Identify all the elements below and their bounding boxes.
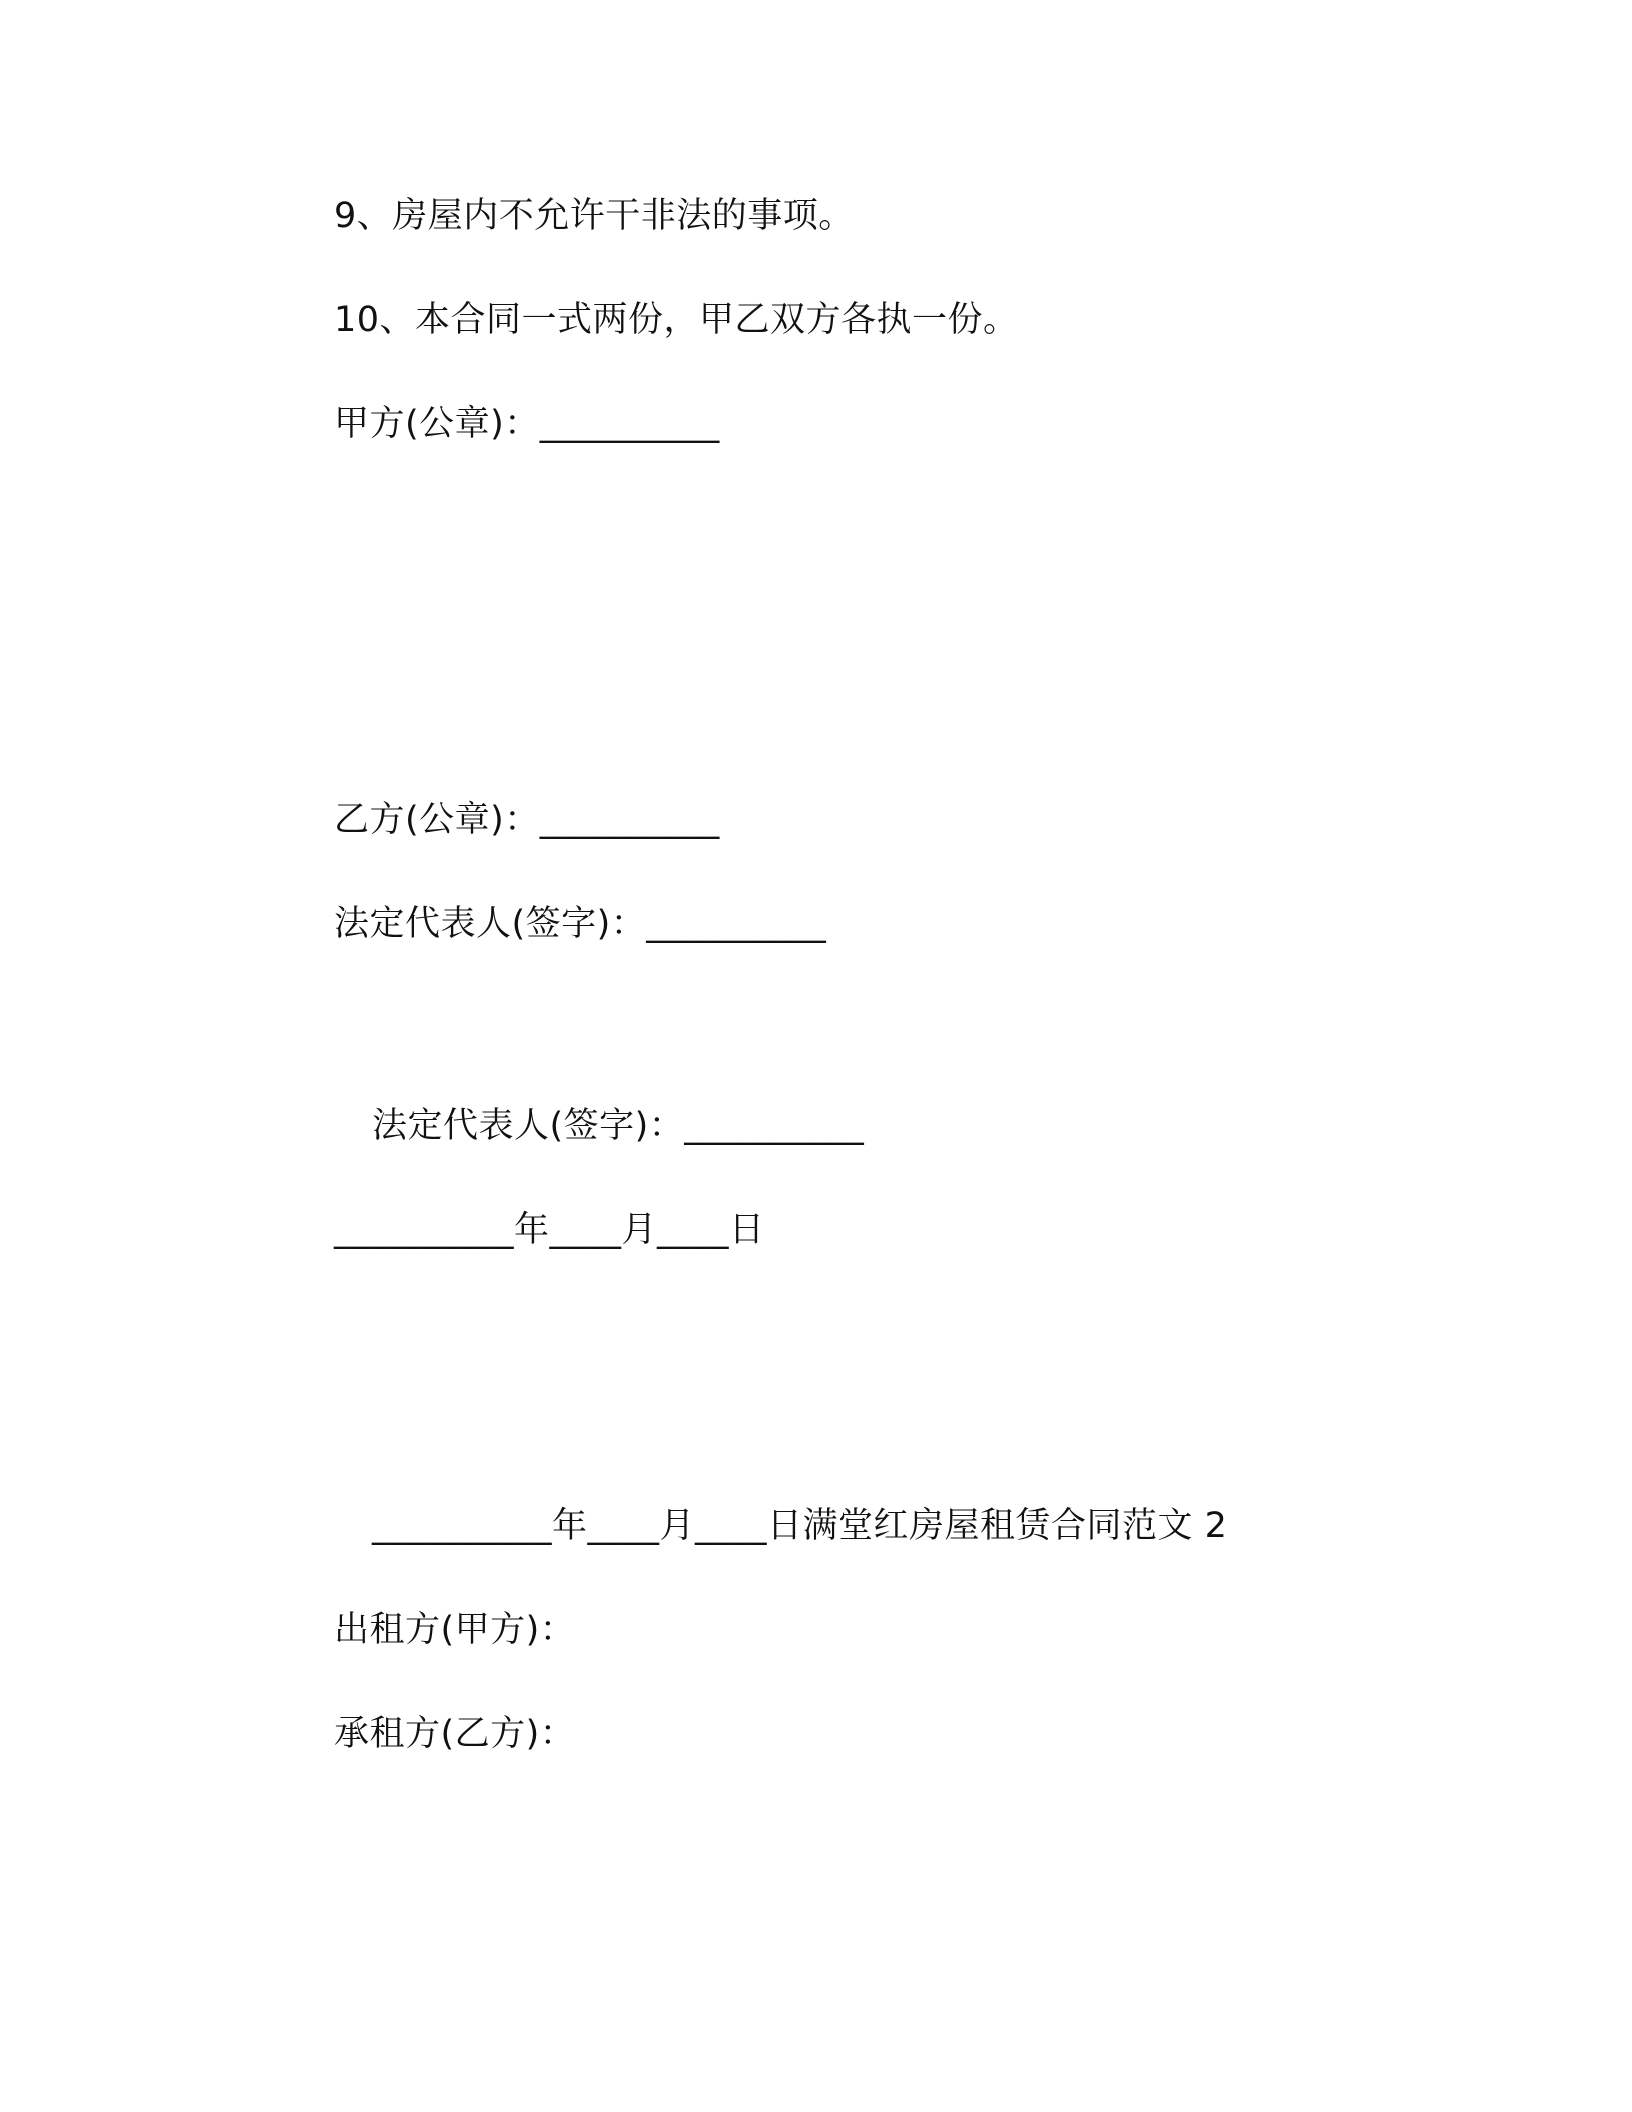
party-b-seal-line: 乙方(公章)：__________ <box>334 800 720 840</box>
date-line: __________年____月____日 <box>334 1210 765 1250</box>
date-and-contract-title: __________年____月____日满堂红房屋租赁合同范文 2 <box>372 1506 1228 1546</box>
legal-rep-signature-line: 法定代表人(签字)：__________ <box>334 904 827 944</box>
lessor-line: 出租方(甲方)： <box>334 1610 576 1650</box>
party-a-seal-line: 甲方(公章)：__________ <box>334 404 720 444</box>
clause-9: 9、房屋内不允许干非法的事项。 <box>334 196 854 236</box>
lessee-line: 承租方(乙方)： <box>334 1714 576 1754</box>
clause-10: 10、本合同一式两份，甲乙双方各执一份。 <box>334 300 1019 340</box>
legal-rep-signature-line-2: 法定代表人(签字)：__________ <box>372 1106 865 1146</box>
